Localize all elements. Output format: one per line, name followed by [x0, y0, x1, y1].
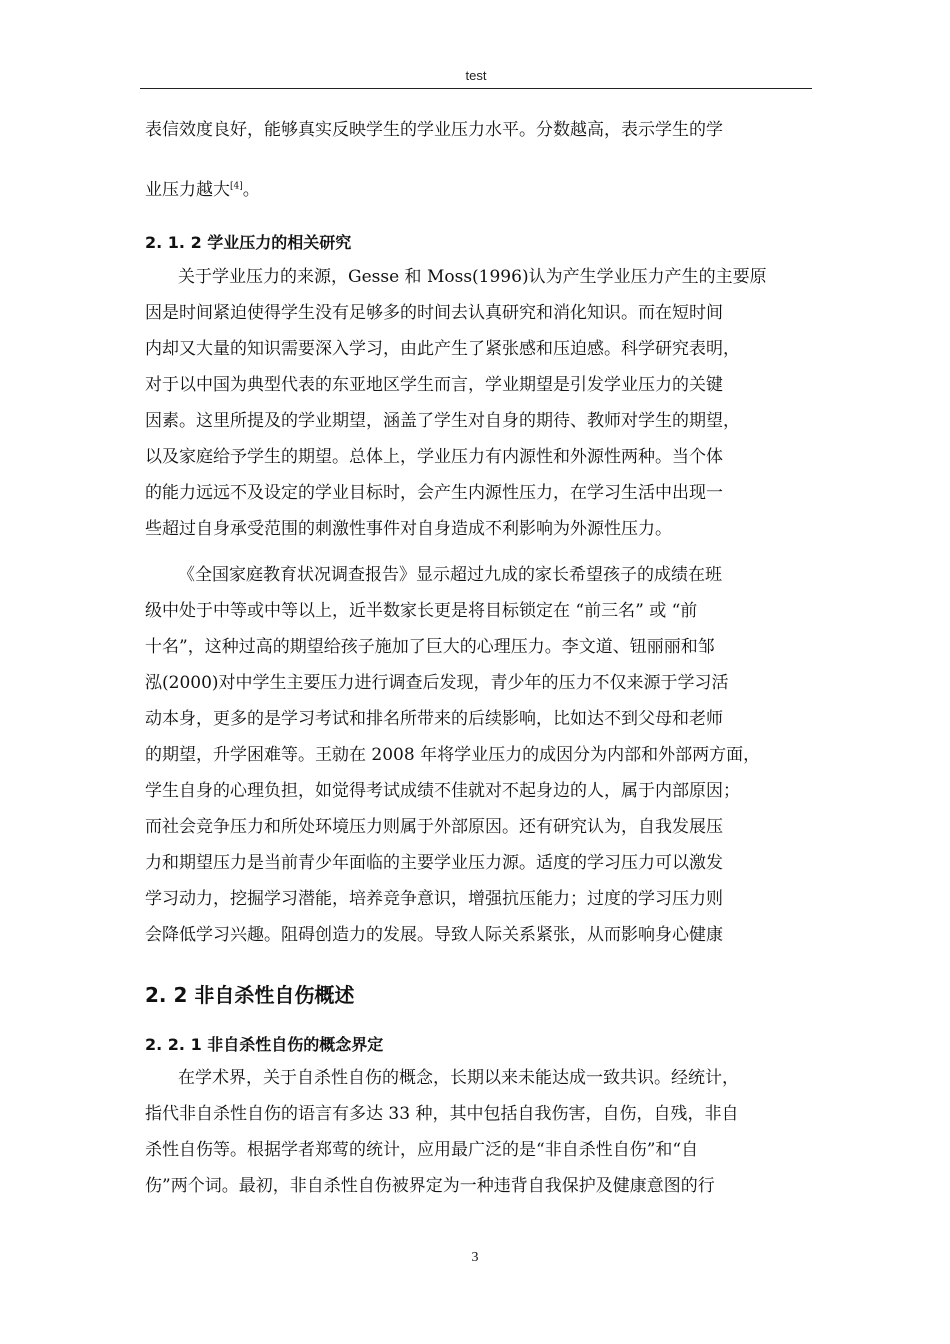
chapter-heading: 2. 2 非自杀性自伤概述	[145, 983, 355, 1007]
paragraph-line: 关于学业压力的来源，Gesse 和 Moss(1996)认为产生学业压力产生的主要原	[178, 267, 767, 287]
paragraph-line: 学习动力，挖掘学习潜能，培养竞争意识，增强抗压能力；过度的学习压力则	[145, 889, 723, 909]
paragraph-line: 内却又大量的知识需要深入学习，由此产生了紧张感和压迫感。科学研究表明，	[145, 339, 740, 359]
intro-end: 。	[242, 180, 260, 200]
paragraph-line: 而社会竞争压力和所处环境压力则属于外部原因。还有研究认为，自我发展压	[145, 817, 723, 837]
paragraph-line: 会降低学习兴趣。阻碍创造力的发展。导致人际关系紧张，从而影响身心健康	[145, 925, 723, 945]
paragraph-line: 对于以中国为典型代表的东亚地区学生而言，学业期望是引发学业压力的关键	[145, 375, 723, 395]
section-heading: 2. 2. 1 非自杀性自伤的概念界定	[145, 1035, 384, 1054]
paragraph-line: 指代非自杀性自伤的语言有多达 33 种，其中包括自我伤害，自伤，自残，非自	[145, 1104, 739, 1124]
paragraph-line: 级中处于中等或中等以上，近半数家长更是将目标锁定在 “前三名” 或 “前	[145, 601, 698, 621]
header-rule	[140, 88, 812, 89]
paragraph-line: 的期望，升学困难等。王勍在 2008 年将学业压力的成因分为内部和外部两方面，	[145, 745, 761, 765]
paragraph-line: 杀性自伤等。根据学者郑莺的统计，应用最广泛的是“非自杀性自伤”和“自	[145, 1140, 699, 1160]
citation-ref: [4]	[230, 181, 243, 192]
paragraph-line: 十名”，这种过高的期望给孩子施加了巨大的心理压力。李文道、钮丽丽和邹	[145, 637, 715, 657]
paragraph-line: 泓(2000)对中学生主要压力进行调查后发现，青少年的压力不仅来源于学习活	[145, 673, 729, 693]
intro-line: 表信效度良好，能够真实反映学生的学业压力水平。分数越高，表示学生的学	[145, 120, 723, 140]
paragraph-line: 伤”两个词。最初，非自杀性自伤被界定为一种违背自我保护及健康意图的行	[145, 1176, 715, 1196]
paragraph-line: 动本身，更多的是学习考试和排名所带来的后续影响，比如达不到父母和老师	[145, 709, 723, 729]
paragraph-line: 学生自身的心理负担，如觉得考试成绩不佳就对不起身边的人，属于内部原因；	[145, 781, 740, 801]
paragraph-line: 的能力远远不及设定的学业目标时，会产生内源性压力，在学习生活中出现一	[145, 483, 723, 503]
section-heading: 2. 1. 2 学业压力的相关研究	[145, 233, 352, 252]
paragraph-line: 些超过自身承受范围的刺激性事件对自身造成不利影响为外源性压力。	[145, 519, 672, 539]
running-header: test	[465, 68, 487, 83]
paragraph-line: 《全国家庭教育状况调查报告》显示超过九成的家长希望孩子的成绩在班	[178, 565, 722, 585]
paragraph-line: 在学术界，关于自杀性自伤的概念，长期以来未能达成一致共识。经统计，	[178, 1068, 739, 1088]
paragraph-line: 以及家庭给予学生的期望。总体上，学业压力有内源性和外源性两种。当个体	[145, 447, 723, 467]
paragraph-line: 力和期望压力是当前青少年面临的主要学业压力源。适度的学习压力可以激发	[145, 853, 723, 873]
intro-line	[145, 179, 260, 201]
paragraph-line: 因是时间紧迫使得学生没有足够多的时间去认真研究和消化知识。而在短时间	[145, 303, 723, 323]
intro-text: 业压力越大	[145, 180, 230, 200]
page-number: 3	[471, 1250, 479, 1265]
paragraph-line: 因素。这里所提及的学业期望，涵盖了学生对自身的期待、教师对学生的期望，	[145, 411, 740, 431]
